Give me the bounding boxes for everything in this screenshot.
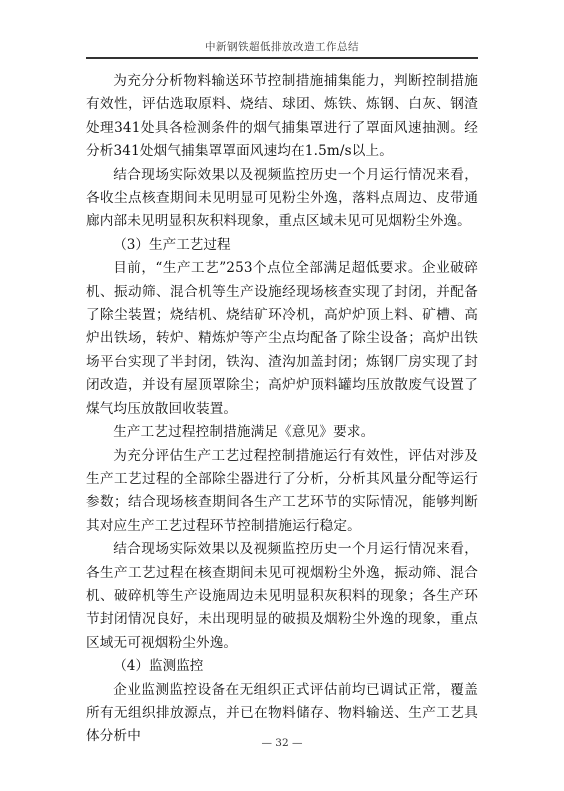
section-heading-monitoring: （4）监测监控: [113, 658, 204, 675]
running-header: 中新钢铁超低排放改造工作总结: [86, 39, 478, 59]
paragraph-production-points: 目前，“生产工艺”253个点位全部满足超低要求。企业破碎机、振动筛、混合机等生产设施经现场核查实现了封闭，并配备了除尘装置；烧结机、烧结矿环冷机，高炉炉顶上料、矿槽、高炉出铁场，转炉、精炼炉等产尘点均配备了除尘设备；高炉出铁场平台实现了半封闭，铁沟、渣沟加盖封闭；炼钢厂房实现了封闭改造，并设有屋顶罩除尘；高炉炉顶料罐均压放散废气设置了煤气均压放散回收装置。: [86, 260, 478, 417]
section-heading-production-process: （3）生产工艺过程: [113, 236, 231, 253]
paragraph-process-observation: 结合现场实际效果以及视频监控历史一个月运行情况来看，各生产工艺过程在核查期间未见可视烟粉尘外逸，振动筛、混合机、破碎机等生产设施周边未见明显积灰积料的现象；各生产环节封闭情况良好，未出现明显的破损及烟粉尘外逸的现象，重点区域无可视烟粉尘外逸。: [86, 541, 478, 651]
paragraph-dust-remover-analysis: 为充分评估生产工艺过程控制措施运行有效性，评估对涉及生产工艺过程的全部除尘器进行了分析，分析其风量分配等运行参数；结合现场核查期间各生产工艺环节的实际情况，能够判断其对应生产工艺过程环节控制措施运行稳定。: [86, 447, 478, 534]
paragraph-capture-velocity: 为充分分析物料输送环节控制措施捕集能力，判断控制措施有效性，评估选取原料、烧结、球团、炼铁、炼钢、白灰、钢渣处理341处具各检测条件的烟气捕集罩进行了罩面风速抽测。经分析341处烟气捕集罩罩面风速均在1.5m/s以上。: [86, 73, 478, 160]
paragraph-monitoring-equipment: 企业监测监控设备在无组织正式评估前均已调试正常，覆盖所有无组织排放源点，并已在物料储存、物料输送、生产工艺具体分析中: [86, 681, 478, 745]
body-text: [86, 70, 478, 749]
paragraph-dust-collection-result: 结合现场实际效果以及视频监控历史一个月运行情况来看，各收尘点核查期间未见明显可见粉尘外逸，落料点周边、皮带通廊内部未见明显积灰积料现象，重点区域未见可见烟粉尘外逸。: [86, 166, 478, 230]
paragraph-compliance-statement: 生产工艺过程控制措施满足《意见》要求。: [113, 424, 375, 441]
header-rule: [86, 57, 478, 58]
page-number: — 32 —: [261, 737, 303, 749]
